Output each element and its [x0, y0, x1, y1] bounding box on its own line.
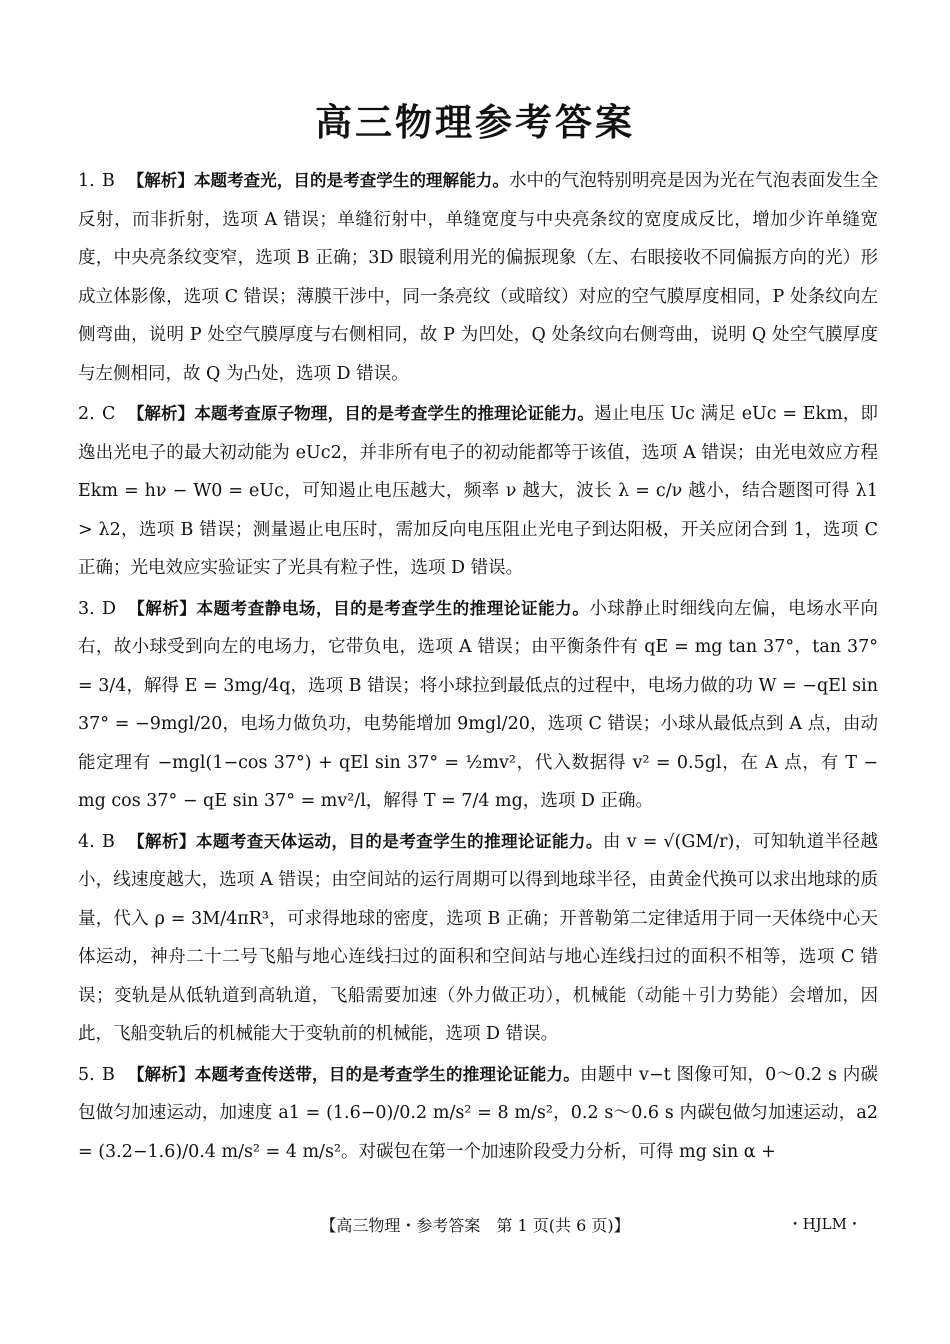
answer-item-5 — [78, 1056, 878, 1172]
item-analysis-tag: 【解析】本题考查传送带，目的是考查学生的推理论证能力。 — [127, 1064, 580, 1084]
item-explanation: 由题中 v−t 图像可知，0～0.2 s 内碳包做匀加速运动，加速度 a1 = (1.6−0)/0.2 m/s² = 8 m/s²，0.2 s～0.6 s 内碳包做匀加速运动，a2 = (3.2−1.6)/0.4 m/s² = 4 m/s²。对碳包在第一个加速阶段受力分析，可得 mg sin α + — [78, 1064, 878, 1162]
item-number: 5. — [78, 1064, 95, 1085]
answer-list — [78, 162, 878, 1173]
item-answer: B — [102, 1064, 115, 1085]
item-answer: B — [102, 171, 115, 191]
item-answer: B — [102, 831, 115, 852]
answer-item-4 — [78, 823, 878, 1054]
page-footer: 【高三物理・参考答案 第 1 页(共 6 页)】 — [320, 1216, 630, 1235]
item-explanation: 小球静止时细线向左偏，电场水平向右，故小球受到向左的电场力，它带负电，选项 A 错误；由平衡条件有 qE = mg tan 37°，tan 37° = 3/4，解得 E = 3mg/4q，选项 B 错误；将小球拉到最低点的过程中，电场力做的功 W = −qEl sin 37° = −9mgl/20，电场力做负功，电势能增加 9mgl/20，选项 C 错误；小球从最低点到 A 点，由动能定理有 −mgl(1−cos 37°) + qEl sin 37° = ½mv²，代入数据得 v² = 0.5gl，在 A 点，有 T − mg cos 37° − qE sin 37° = mv²/l，解得 T = 7/4 mg，选项 D 正确。 — [78, 598, 879, 811]
item-analysis-tag: 【解析】本题考查光，目的是考查学生的理解能力。 — [127, 171, 509, 190]
item-number: 1. — [78, 171, 95, 191]
item-explanation: 遏止电压 Uc 满足 eUc = Ekm，即逸出光电子的最大初动能为 eUc2，并非所有电子的初动能都等于该值，选项 A 错误；由光电效应方程 Ekm = hν − W0 = eUc，可知遏止电压越大，频率 ν 越大，波长 λ = c/ν 越小，结合题图可得 λ1 > λ2，选项 B 错误；测量遏止电压时，需加反向电压阻止光电子到达阳极，开关应闭合到 1，选项 C 正确；光电效应实验证实了光具有粒子性，选项 D 错误。 — [78, 404, 878, 578]
item-analysis-tag: 【解析】本题考查静电场，目的是考查学生的推理论证能力。 — [128, 598, 590, 618]
item-answer: C — [102, 404, 116, 424]
item-answer: D — [102, 598, 117, 619]
item-number: 2. — [78, 404, 95, 424]
answer-item-3 — [78, 590, 878, 821]
item-analysis-tag: 【解析】本题考查天体运动，目的是考查学生的推理论证能力。 — [128, 831, 603, 851]
item-analysis-tag: 【解析】本题考查原子物理，目的是考查学生的推理论证能力。 — [127, 404, 595, 423]
answer-item-1 — [78, 162, 878, 393]
page-title: 高三物理参考答案 — [315, 101, 635, 144]
item-number: 4. — [78, 831, 95, 852]
item-explanation: 水中的气泡特别明亮是因为光在气泡表面发生全反射，而非折射，选项 A 错误；单缝衍射中，单缝宽度与中央亮条纹的宽度成反比，增加少许单缝宽度，中央亮条纹变窄，选项 B 正确；3D 眼镜利用光的偏振现象（左、右眼接收不同偏振方向的光）形成立体影像，选项 C 错误；薄膜干涉中，同一条亮纹（或暗纹）对应的空气膜厚度相同，P 处条纹向左侧弯曲，说明 P 处空气膜厚度与右侧相同，故 P 为凹处，Q 处条纹向右侧弯曲，说明 Q 处空气膜厚度与左侧相同，故 Q 为凸处，选项 D 错误。 — [78, 171, 878, 384]
answer-item-2 — [78, 395, 878, 588]
item-explanation: 由 v = √(GM/r)，可知轨道半径越小，线速度越大，选项 A 错误；由空间站的运行周期可以得到地球半径，由黄金代换可以求出地球的质量，代入 ρ = 3M/4πR³，可求得地球的密度，选项 B 正确；开普勒第二定律适用于同一天体绕中心天体运动，神舟二十二号飞船与地心连线扫过的面积和空间站与地心连线扫过的面积不相等，选项 C 错误；变轨是从低轨道到高轨道，飞船需要加速（外力做正功），机械能（动能＋引力势能）会增加，因此，飞船变轨后的机械能大于变轨前的机械能，选项 D 错误。 — [78, 831, 879, 1044]
brand-code: ・HJLM・ — [787, 1215, 862, 1233]
item-number: 3. — [78, 598, 95, 619]
